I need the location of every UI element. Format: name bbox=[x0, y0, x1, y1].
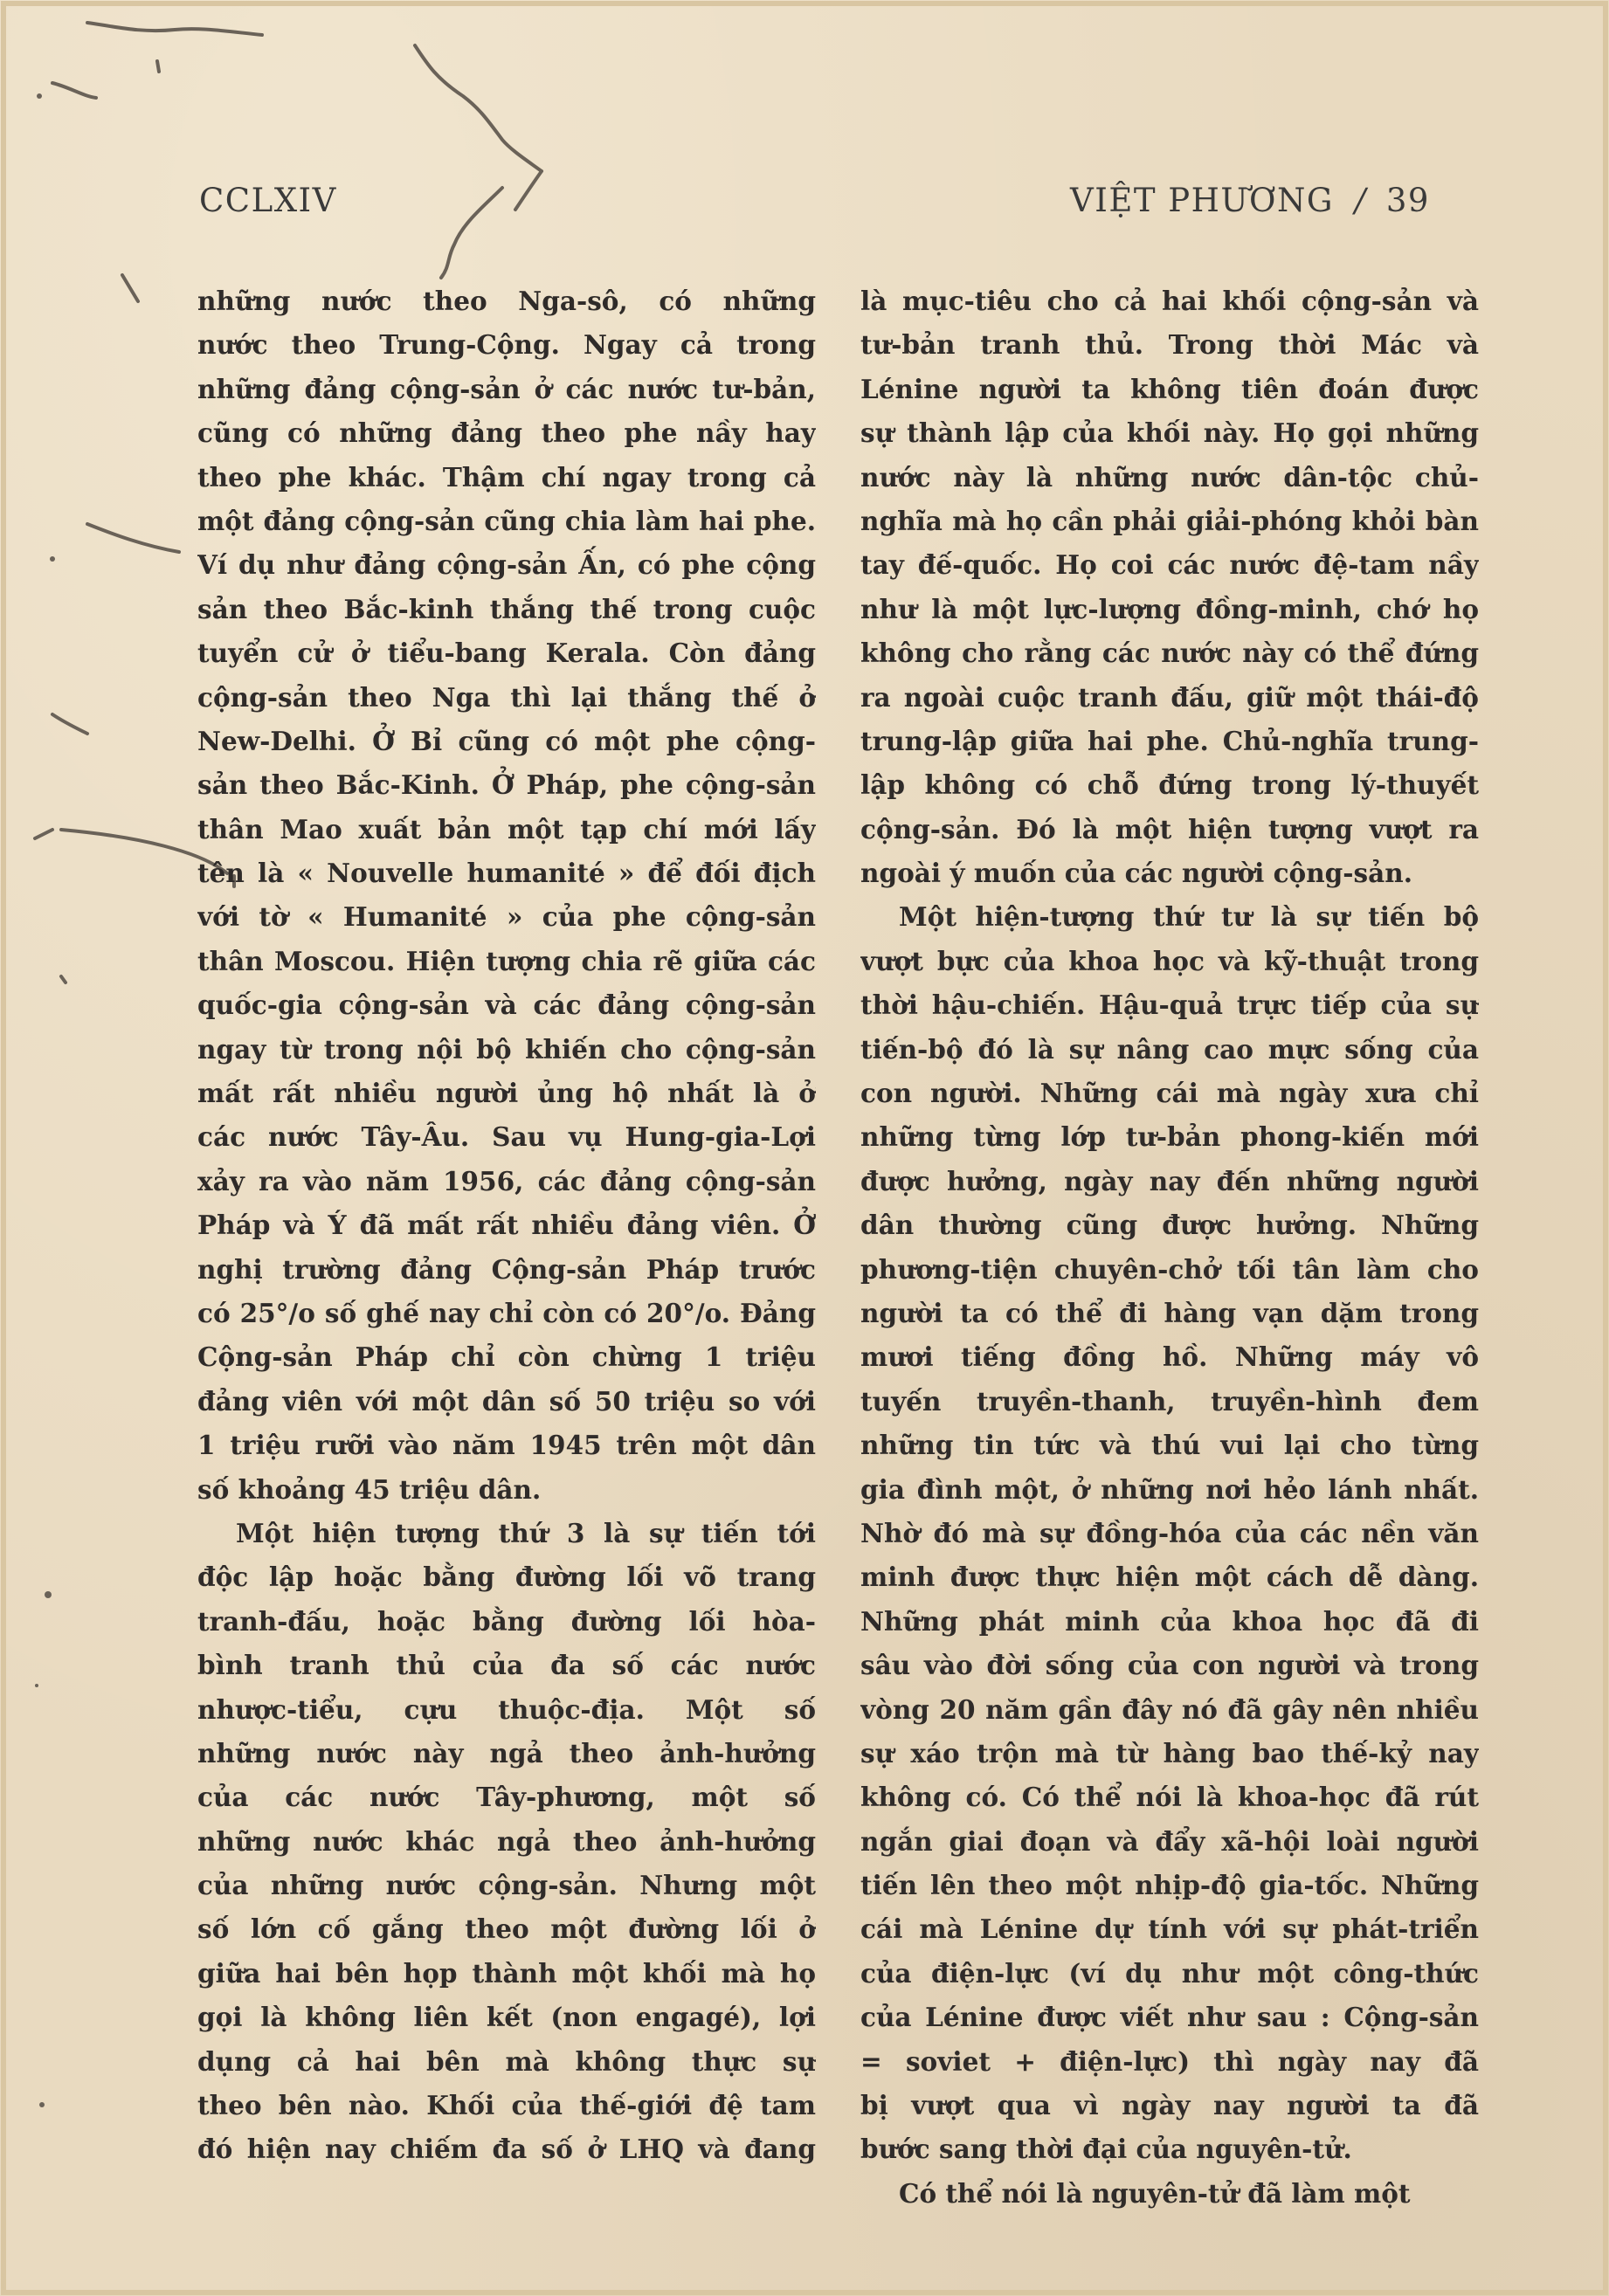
page-number: 39 bbox=[1385, 182, 1430, 219]
text-line: những đảng cộng-sản ở các nước tư-bản, bbox=[197, 373, 816, 404]
text-line: tiến-bộ đó là sự nâng cao mực sống của bbox=[860, 1033, 1479, 1065]
text-line: sự thành lập của khối này. Họ gọi những bbox=[860, 417, 1479, 449]
text-line: New-Delhi. Ở Bỉ cũng có một phe cộng- bbox=[197, 725, 816, 756]
header-separator: / bbox=[1354, 182, 1367, 219]
text-line: con người. Những cái mà ngày xưa chỉ bbox=[860, 1078, 1479, 1109]
text-line: người ta có thể đi hàng vạn dặm trong bbox=[860, 1297, 1479, 1328]
running-title bbox=[1070, 182, 1430, 219]
text-line: Lénine người ta không tiên đoán được bbox=[860, 373, 1479, 404]
text-line: đảng viên với một dân số 50 triệu so với bbox=[197, 1385, 816, 1417]
text-line: Nhờ đó mà sự đồng-hóa của các nền văn bbox=[860, 1517, 1479, 1548]
text-line: số khoảng 45 triệu dân. bbox=[197, 1473, 542, 1505]
text-line: ngoài ý muốn của các người cộng-sản. bbox=[860, 858, 1412, 889]
text-line: minh được thực hiện một cách dễ dàng. bbox=[860, 1562, 1479, 1593]
text-line: Những phát minh của khoa học đã đi bbox=[860, 1605, 1479, 1637]
text-line: nước theo Trung-Cộng. Ngay cả trong bbox=[197, 329, 816, 361]
text-line: tư-bản tranh thủ. Trong thời Mác và bbox=[860, 329, 1479, 361]
paragraph-start-line: Một hiện-tượng thứ tư là sự tiến bộ bbox=[899, 901, 1479, 933]
text-line: Cộng-sản Pháp chỉ còn chừng 1 triệu bbox=[197, 1341, 816, 1373]
text-line: những từng lớp tư-bản phong-kiến mới bbox=[860, 1121, 1479, 1153]
paragraph-start-line: Có thể nói là nguyên-tử đã làm một bbox=[899, 2177, 1411, 2209]
text-line: tranh-đấu, hoặc bằng đường lối hòa- bbox=[197, 1605, 816, 1637]
text-line: tay đế-quốc. Họ coi các nước đệ-tam nầy bbox=[860, 549, 1479, 581]
text-line: mất rất nhiều người ủng hộ nhất là ở bbox=[197, 1078, 816, 1109]
text-line: nghĩa mà họ cần phải giải-phóng khỏi bàn bbox=[860, 505, 1479, 536]
text-line: bị vượt qua vì ngày nay người ta đã bbox=[860, 2090, 1479, 2121]
text-line: của điện-lực (ví dụ như một công-thức bbox=[860, 1957, 1479, 1989]
text-line: 1 triệu rưỡi vào năm 1945 trên một dân bbox=[197, 1430, 816, 1461]
text-line: của các nước Tây-phương, một số bbox=[197, 1782, 816, 1813]
text-line: các nước Tây-Âu. Sau vụ Hung-gia-Lợi bbox=[197, 1121, 816, 1153]
text-line: = soviet + điện-lực) thì ngày nay đã bbox=[860, 2045, 1479, 2077]
text-line: có 25°/o số ghế nay chỉ còn có 20°/o. Đảng bbox=[197, 1297, 816, 1328]
text-line: với tờ « Humanité » của phe cộng-sản bbox=[197, 901, 816, 933]
text-line: được hưởng, ngày nay đến những người bbox=[860, 1165, 1479, 1196]
text-line: tiến lên theo một nhịp-độ gia-tốc. Những bbox=[860, 1870, 1479, 1901]
text-line: mươi tiếng đồng hồ. Những máy vô bbox=[860, 1341, 1479, 1373]
text-line: thời hậu-chiến. Hậu-quả trực tiếp của sự bbox=[860, 989, 1479, 1021]
text-line: như là một lực-lượng đồng-minh, chớ họ bbox=[860, 593, 1479, 624]
text-line: thân Mao xuất bản một tạp chí mới lấy bbox=[197, 813, 816, 845]
text-line: sản theo Bắc-Kinh. Ở Pháp, phe cộng-sản bbox=[197, 769, 816, 801]
text-line: của những nước cộng-sản. Nhưng một bbox=[197, 1870, 816, 1901]
text-line: cũng có những đảng theo phe nầy hay bbox=[197, 417, 816, 449]
text-line: cộng-sản. Đó là một hiện tượng vượt ra bbox=[860, 813, 1479, 845]
text-line: không có. Có thể nói là khoa-học đã rút bbox=[860, 1782, 1479, 1813]
text-line: những nước này ngả theo ảnh-hưởng bbox=[197, 1737, 816, 1769]
text-line: gia đình một, ở những nơi hẻo lánh nhất. bbox=[860, 1473, 1479, 1505]
text-line: tuyến truyền-thanh, truyền-hình đem bbox=[860, 1385, 1479, 1417]
text-line: nghị trường đảng Cộng-sản Pháp trước bbox=[197, 1253, 816, 1285]
text-line: không cho rằng các nước này có thể đứng bbox=[860, 638, 1479, 669]
text-line: ngay từ trong nội bộ khiến cho cộng-sản bbox=[197, 1033, 816, 1065]
text-line: phương-tiện chuyên-chở tối tân làm cho bbox=[860, 1253, 1479, 1285]
text-line: Pháp và Ý đã mất rất nhiều đảng viên. Ở bbox=[197, 1210, 816, 1241]
text-line: một đảng cộng-sản cũng chia làm hai phe. bbox=[197, 505, 816, 536]
text-line: theo bên nào. Khối của thế-giới đệ tam bbox=[197, 2090, 816, 2121]
text-line: sản theo Bắc-kinh thắng thế trong cuộc bbox=[197, 593, 816, 624]
text-line: bình tranh thủ của đa số các nước bbox=[197, 1650, 816, 1681]
left-column bbox=[197, 279, 816, 2172]
book-title: VIỆT PHƯƠNG bbox=[1070, 182, 1334, 219]
text-line: vòng 20 năm gần đây nó đã gây nên nhiều bbox=[860, 1693, 1479, 1725]
text-line: của Lénine được viết như sau : Cộng-sản bbox=[860, 2002, 1479, 2033]
text-line: dân thường cũng được hưởng. Những bbox=[860, 1210, 1479, 1241]
text-line: trung-lập giữa hai phe. Chủ-nghĩa trung- bbox=[860, 725, 1479, 756]
text-line: bước sang thời đại của nguyên-tử. bbox=[860, 2134, 1352, 2165]
text-line: Ví dụ như đảng cộng-sản Ấn, có phe cộng bbox=[197, 549, 816, 581]
text-line: quốc-gia cộng-sản và các đảng cộng-sản bbox=[197, 989, 816, 1021]
text-line: ngắn giai đoạn và đẩy xã-hội loài người bbox=[860, 1825, 1479, 1857]
text-line: tuyển cử ở tiểu-bang Kerala. Còn đảng bbox=[197, 638, 816, 669]
text-line: là mục-tiêu cho cả hai khối cộng-sản và bbox=[860, 286, 1479, 316]
text-line: vượt bực của khoa học và kỹ-thuật trong bbox=[860, 945, 1479, 976]
text-line: thân Moscou. Hiện tượng chia rẽ giữa các bbox=[197, 945, 816, 976]
folio-roman: CCLXIV bbox=[199, 182, 337, 219]
right-column bbox=[860, 279, 1479, 2216]
text-line: theo phe khác. Thậm chí ngay trong cả bbox=[197, 461, 816, 493]
text-line: những nước khác ngả theo ảnh-hưởng bbox=[197, 1825, 816, 1857]
text-line: số lớn cố gắng theo một đường lối ở bbox=[197, 1913, 816, 1945]
text-line: nhược-tiểu, cựu thuộc-địa. Một số bbox=[197, 1693, 816, 1725]
text-line: sâu vào đời sống của con người và trong bbox=[860, 1650, 1479, 1681]
text-line: những tin tức và thú vui lại cho từng bbox=[860, 1430, 1479, 1461]
text-line: lập không có chỗ đứng trong lý-thuyết bbox=[860, 769, 1479, 801]
text-line: những nước theo Nga-sô, có những bbox=[197, 286, 816, 316]
text-line: sự xáo trộn mà từ hàng bao thế-kỷ nay bbox=[860, 1737, 1479, 1769]
text-line: độc lập hoặc bằng đường lối võ trang bbox=[197, 1562, 816, 1593]
text-line: xảy ra vào năm 1956, các đảng cộng-sản bbox=[197, 1165, 816, 1196]
text-line: ra ngoài cuộc tranh đấu, giữ một thái-độ bbox=[860, 681, 1479, 713]
text-line: gọi là không liên kết (non engagé), lợi bbox=[197, 2002, 816, 2033]
paragraph-start-line: Một hiện tượng thứ 3 là sự tiến tới bbox=[236, 1517, 816, 1548]
text-line: đó hiện nay chiếm đa số ở LHQ và đang bbox=[197, 2134, 816, 2165]
text-line: cộng-sản theo Nga thì lại thắng thế ở bbox=[197, 681, 816, 713]
text-line: dụng cả hai bên mà không thực sự bbox=[197, 2045, 816, 2077]
text-line: giữa hai bên họp thành một khối mà họ bbox=[197, 1957, 816, 1989]
text-line: cái mà Lénine dự tính với sự phát-triển bbox=[860, 1913, 1479, 1945]
text-line: nước này là những nước dân-tộc chủ- bbox=[860, 461, 1479, 493]
text-line: tên là « Nouvelle humanité » để đối địch bbox=[197, 858, 816, 889]
